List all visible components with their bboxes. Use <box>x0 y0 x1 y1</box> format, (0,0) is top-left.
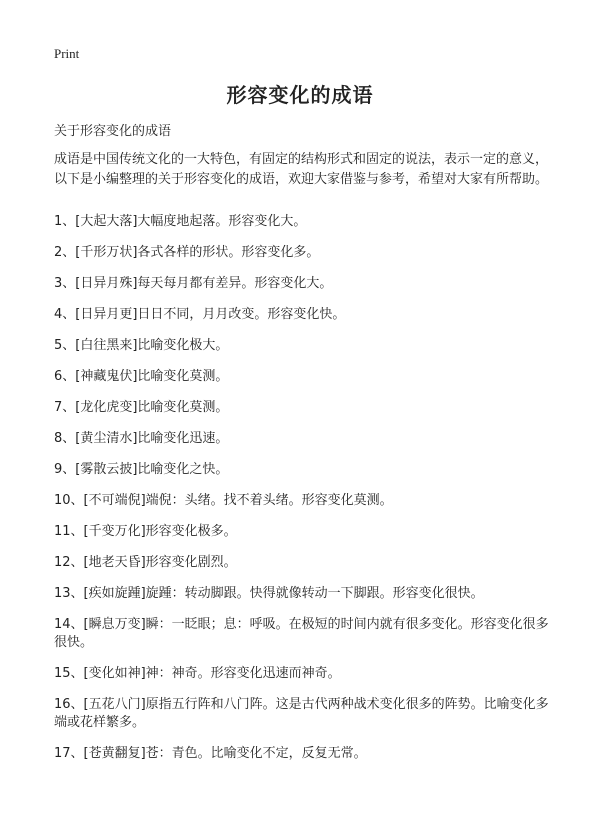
list-item: 12、[地老天昏]形容变化剧烈。 <box>54 555 237 570</box>
idiom-list <box>54 213 554 776</box>
list-item: 8、[黄尘清水]比喻变化迅速。 <box>54 431 229 446</box>
list-item: 3、[日异月殊]每天每月都有差异。形容变化大。 <box>54 276 333 291</box>
list-item: 13、[疾如旋踵]旋踵：转动脚跟。快得就像转动一下脚跟。形容变化很快。 <box>54 586 484 601</box>
list-item: 11、[千变万化]形容变化极多。 <box>54 524 237 539</box>
list-item: 10、[不可端倪]端倪：头绪。找不着头绪。形容变化莫测。 <box>54 493 393 508</box>
list-item: 7、[龙化虎变]比喻变化莫测。 <box>54 400 229 415</box>
list-item: 1、[大起大落]大幅度地起落。形容变化大。 <box>54 214 307 229</box>
list-item: 4、[日异月更]日日不同，月月改变。形容变化快。 <box>54 307 346 322</box>
intro-paragraph: 成语是中国传统文化的一大特色，有固定的结构形式和固定的说法，表示一定的意义，以下是小编整理的关于形容变化的成语，欢迎大家借鉴与参考，希望对大家有所帮助。 <box>54 152 549 187</box>
list-item: 2、[千形万状]各式各样的形状。形容变化多。 <box>54 245 320 260</box>
page-subtitle: 关于形容变化的成语 <box>54 124 172 139</box>
list-item: 15、[变化如神]神：神奇。形容变化迅速而神奇。 <box>54 666 341 681</box>
list-item: 16、[五花八门]原指五行阵和八门阵。这是古代两种战术变化很多的阵势。比喻变化多端或花样繁多。 <box>54 697 549 730</box>
list-item: 9、[雾散云披]比喻变化之快。 <box>54 462 229 477</box>
list-item: 14、[瞬息万变]瞬：一眨眼；息：呼吸。在极短的时间内就有很多变化。形容变化很多很快。 <box>54 617 549 650</box>
list-item: 17、[苍黄翻复]苍：青色。比喻变化不定，反复无常。 <box>54 746 367 761</box>
print-link[interactable]: Print <box>54 46 80 61</box>
list-item: 6、[神藏鬼伏]比喻变化莫测。 <box>54 369 229 384</box>
list-item: 5、[白往黑来]比喻变化极大。 <box>54 338 229 353</box>
page-title: 形容变化的成语 <box>226 83 374 107</box>
